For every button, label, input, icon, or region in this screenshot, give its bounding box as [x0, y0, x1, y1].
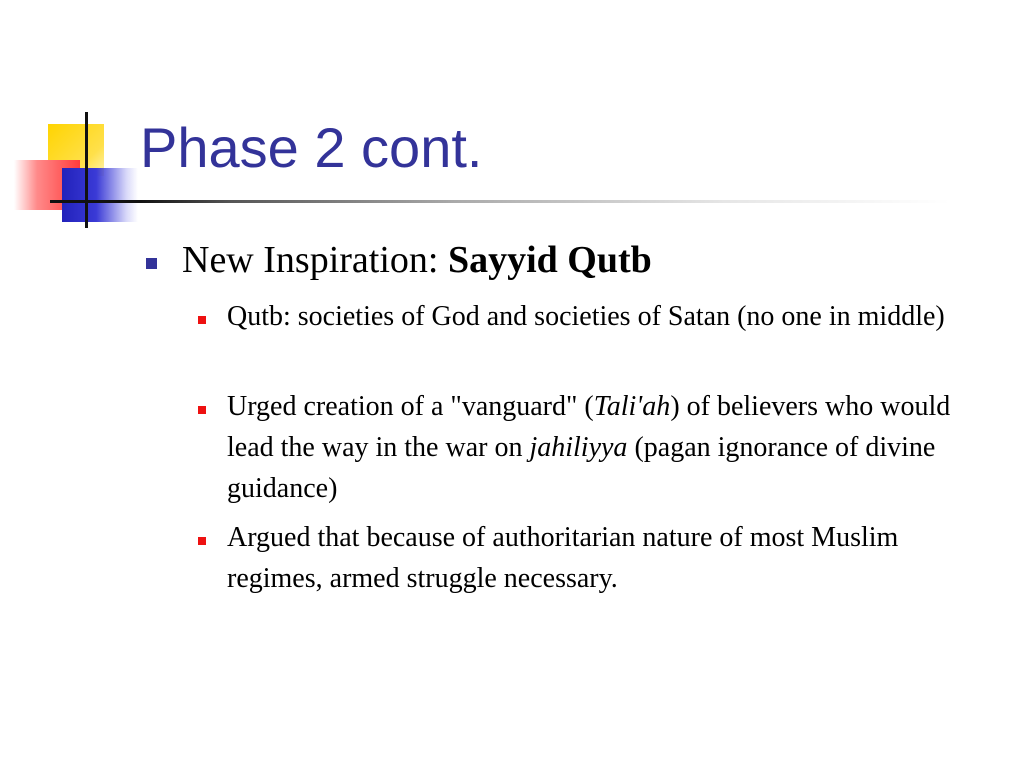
main-bullet-icon — [146, 258, 157, 269]
logo-vertical-line — [85, 112, 88, 228]
sub-point-2-term-jahiliyya: jahiliyya — [529, 432, 628, 463]
main-point-emphasis: Sayyid Qutb — [447, 239, 652, 281]
sub-point-1: Qutb: societies of God and societies of Satan (no one in middle) — [227, 301, 945, 332]
slide-title: Phase 2 cont. — [140, 116, 483, 179]
sub-bullet-icon — [198, 537, 206, 545]
sub-point-2 — [227, 386, 997, 509]
sub-bullet-icon — [198, 406, 206, 414]
sub-point-2-part1: Urged creation of a "vanguard" ( — [227, 391, 594, 422]
sub-point-2-term-taliah: Tali'ah — [593, 391, 671, 422]
main-point-lead: New Inspiration: — [182, 239, 448, 281]
title-underline — [50, 200, 950, 203]
logo-blue-square — [62, 168, 138, 222]
sub-point-2-part2: ) of believers who would lead the way in the war on — [227, 391, 951, 463]
main-point — [182, 236, 652, 284]
sub-point-3: Argued that because of authoritarian nature of most Muslim regimes, armed struggle necessary. — [227, 522, 899, 594]
sub-point-2-part3: (pagan ignorance of divine guidance) — [227, 432, 936, 504]
sub-bullet-icon — [198, 316, 206, 324]
